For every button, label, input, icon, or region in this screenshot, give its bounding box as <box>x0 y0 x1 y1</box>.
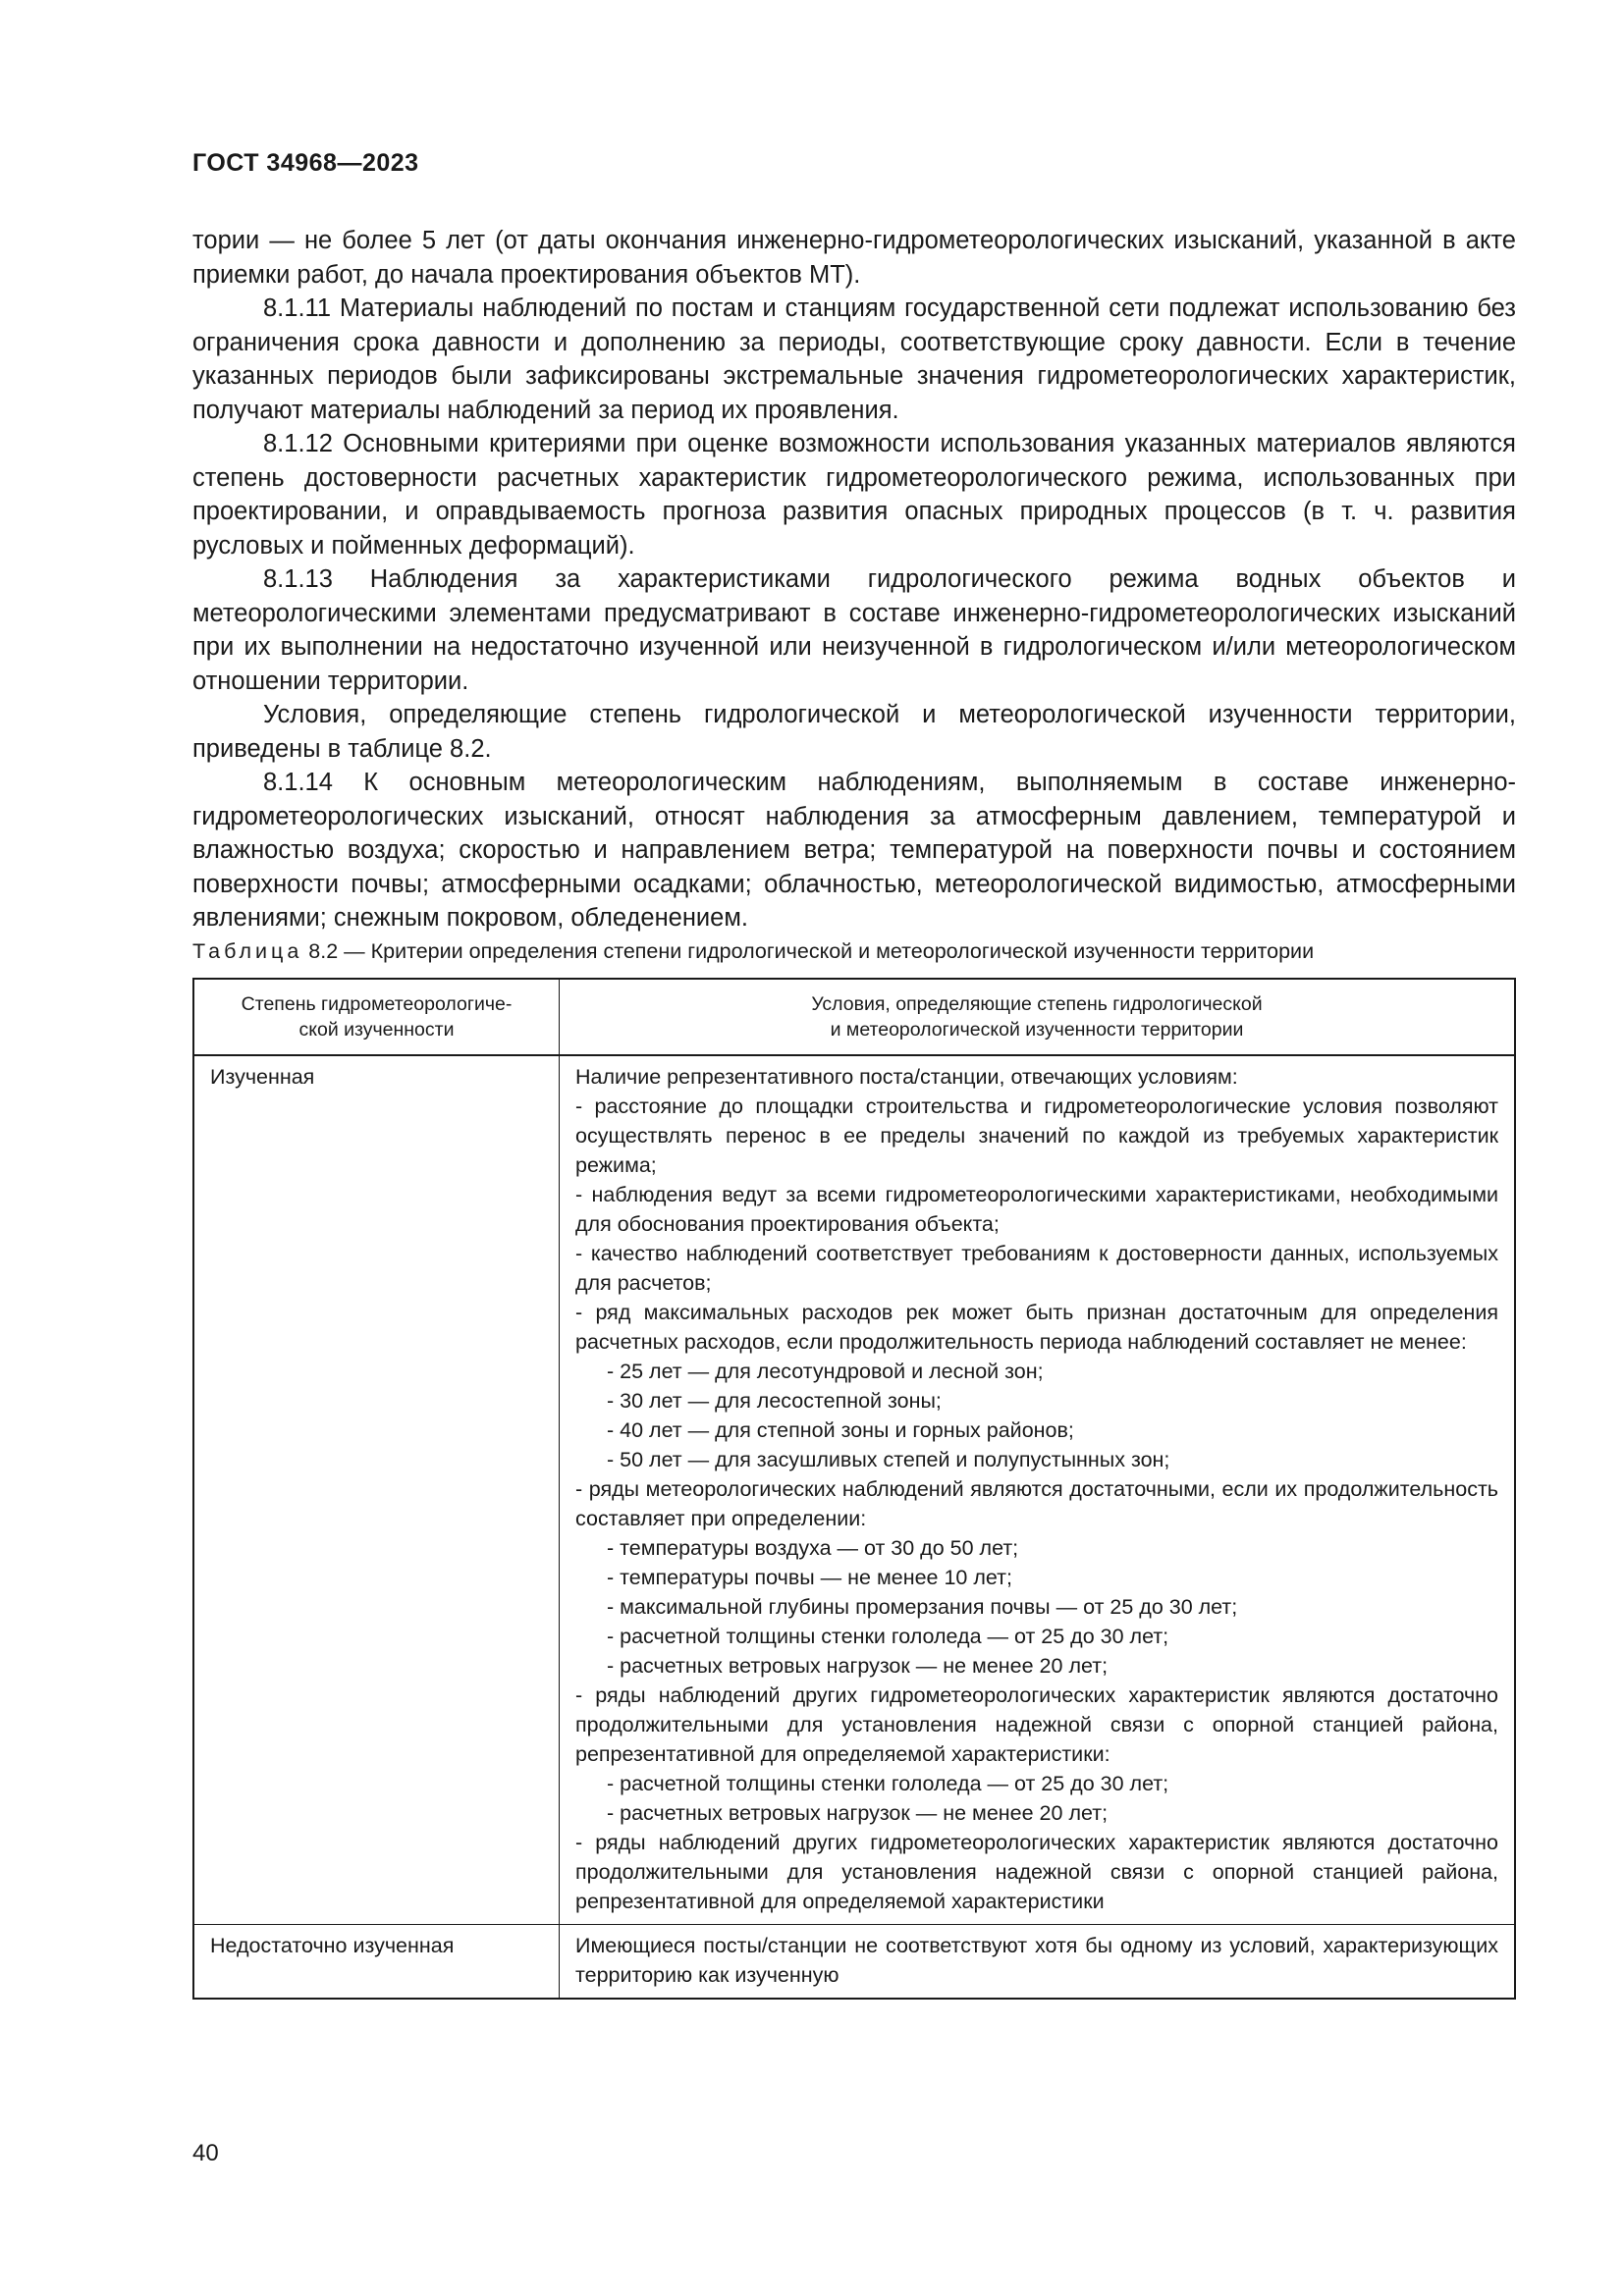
condition-line: - ряд максимальных расходов рек может быть признан достаточным для определения расчетных расходов, если продолжительность периода наблюдений составляет не менее: <box>575 1301 1498 1354</box>
condition-subitem: - расчетной толщины стенки гололеда — от 25 до 30 лет; <box>607 1772 1169 1795</box>
condition-line: - ряды метеорологических наблюдений являются достаточными, если их продолжительность составляет при определении: <box>575 1477 1498 1530</box>
column-header-line: ской изученности <box>298 1019 455 1041</box>
column-header-line: и метеорологической изученности территории <box>830 1019 1244 1041</box>
condition-subitem: - 40 лет — для степной зоны и горных районов; <box>607 1418 1074 1442</box>
conditions-cell <box>560 1055 1516 1925</box>
paragraph: тории — не более 5 лет (от даты окончания инженерно-гидрометеорологических изысканий, указанной в акте приемки работ, до начала проектирования объектов МТ). <box>192 227 1516 289</box>
condition-subitem: - максимальной глубины промерзания почвы — от 25 до 30 лет; <box>607 1595 1238 1619</box>
document-header: ГОСТ 34968—2023 <box>192 149 419 177</box>
paragraph: Условия, определяющие степень гидрологической и метеорологической изученности территории, приведены в таблице 8.2. <box>192 701 1516 763</box>
condition-subitem: - расчетной толщины стенки гололеда — от 25 до 30 лет; <box>607 1625 1169 1648</box>
column-header-line: Степень гидрометеорологиче- <box>241 993 513 1015</box>
column-header-line: Условия, определяющие степень гидрологической <box>811 993 1263 1015</box>
condition-subitem: - расчетных ветровых нагрузок — не менее 20 лет; <box>607 1654 1109 1678</box>
condition-subitem: - температуры воздуха — от 30 до 50 лет; <box>607 1536 1019 1560</box>
table-row <box>193 1055 1515 1925</box>
paragraph: 8.1.14 К основным метеорологическим наблюдениям, выполняемым в составе инженерно-гидрометеорологических изысканий, относят наблюдения за атмосферным давлением, температурой и влажностью воздуха; скоростью и направлением ветра; температурой на поверхности почвы и состоянием поверхности почвы; атмосферными осадками; облачностью, метеорологической видимостью, атмосферными явлениями; снежным покровом, обледенением. <box>192 769 1516 932</box>
condition-line: - расстояние до площадки строительства и гидрометеорологические условия позволяют осуществлять перенос в ее пределы значений по каждой из требуемых характеристик режима; <box>575 1095 1498 1177</box>
degree-cell: Недостаточно изученная <box>193 1925 560 2000</box>
condition-line: - ряды наблюдений других гидрометеорологических характеристик являются достаточно продолжительными для установления надежной связи с опорной станцией района, репрезентативной для определяемой характеристики <box>575 1831 1498 1913</box>
condition-line: Имеющиеся посты/станции не соответствуют хотя бы одному из условий, характеризующих территорию как изученную <box>575 1934 1498 1987</box>
condition-line: - качество наблюдений соответствует требованиям к достоверности данных, используемых для расчетов; <box>575 1242 1498 1295</box>
table-caption-text: 8.2 — Критерии определения степени гидрологической и метеорологической изученности территории <box>308 939 1315 963</box>
paragraph: 8.1.11 Материалы наблюдений по постам и станциям государственной сети подлежат использованию без ограничения срока давности и дополнению за периоды, соответствующие сроку давности. Если в течение указанных периодов были зафиксированы экстремальные значения гидрометеорологических характеристик, получают материалы наблюдений за период их проявления. <box>192 294 1516 424</box>
column-header-degree <box>193 979 560 1055</box>
condition-line: - ряды наблюдений других гидрометеорологических характеристик являются достаточно продолжительными для установления надежной связи с опорной станцией района, репрезентативной для определяемой характеристики: <box>575 1683 1498 1766</box>
criteria-table <box>192 978 1516 2000</box>
condition-subitem: - 25 лет — для лесотундровой и лесной зон; <box>607 1360 1044 1383</box>
table-caption <box>192 937 1516 965</box>
condition-subitem: - 50 лет — для засушливых степей и полупустынных зон; <box>607 1448 1170 1471</box>
table-header-row <box>193 979 1515 1055</box>
column-header-conditions <box>560 979 1516 1055</box>
table-caption-label: Таблица <box>192 939 303 963</box>
condition-subitem: - 30 лет — для лесостепной зоны; <box>607 1389 942 1413</box>
condition-subitem: - температуры почвы — не менее 10 лет; <box>607 1566 1012 1589</box>
paragraph: 8.1.13 Наблюдения за характеристиками гидрологического режима водных объектов и метеорологическими элементами предусматривают в составе инженерно-гидрометеорологических изысканий при их выполнении на недостаточно изученной или неизученной в гидрологическом и/или метеорологическом отношении территории. <box>192 565 1516 695</box>
paragraph: 8.1.12 Основными критериями при оценке возможности использования указанных материалов являются степень достоверности расчетных характеристик гидрометеорологического режима, использованных при проектировании, и оправдываемость прогноза развития опасных природных процессов (в т. ч. развития русловых и пойменных деформаций). <box>192 430 1516 560</box>
table-row <box>193 1925 1515 2000</box>
condition-subitem: - расчетных ветровых нагрузок — не менее 20 лет; <box>607 1801 1109 1825</box>
condition-line: Наличие репрезентативного поста/станции, отвечающих условиям: <box>575 1065 1238 1089</box>
page-number: 40 <box>192 2140 219 2166</box>
condition-line: - наблюдения ведут за всеми гидрометеорологическими характеристиками, необходимыми для обоснования проектирования объекта; <box>575 1183 1498 1236</box>
degree-cell: Изученная <box>193 1055 560 1925</box>
conditions-cell <box>560 1925 1516 2000</box>
body-text <box>192 224 1516 935</box>
